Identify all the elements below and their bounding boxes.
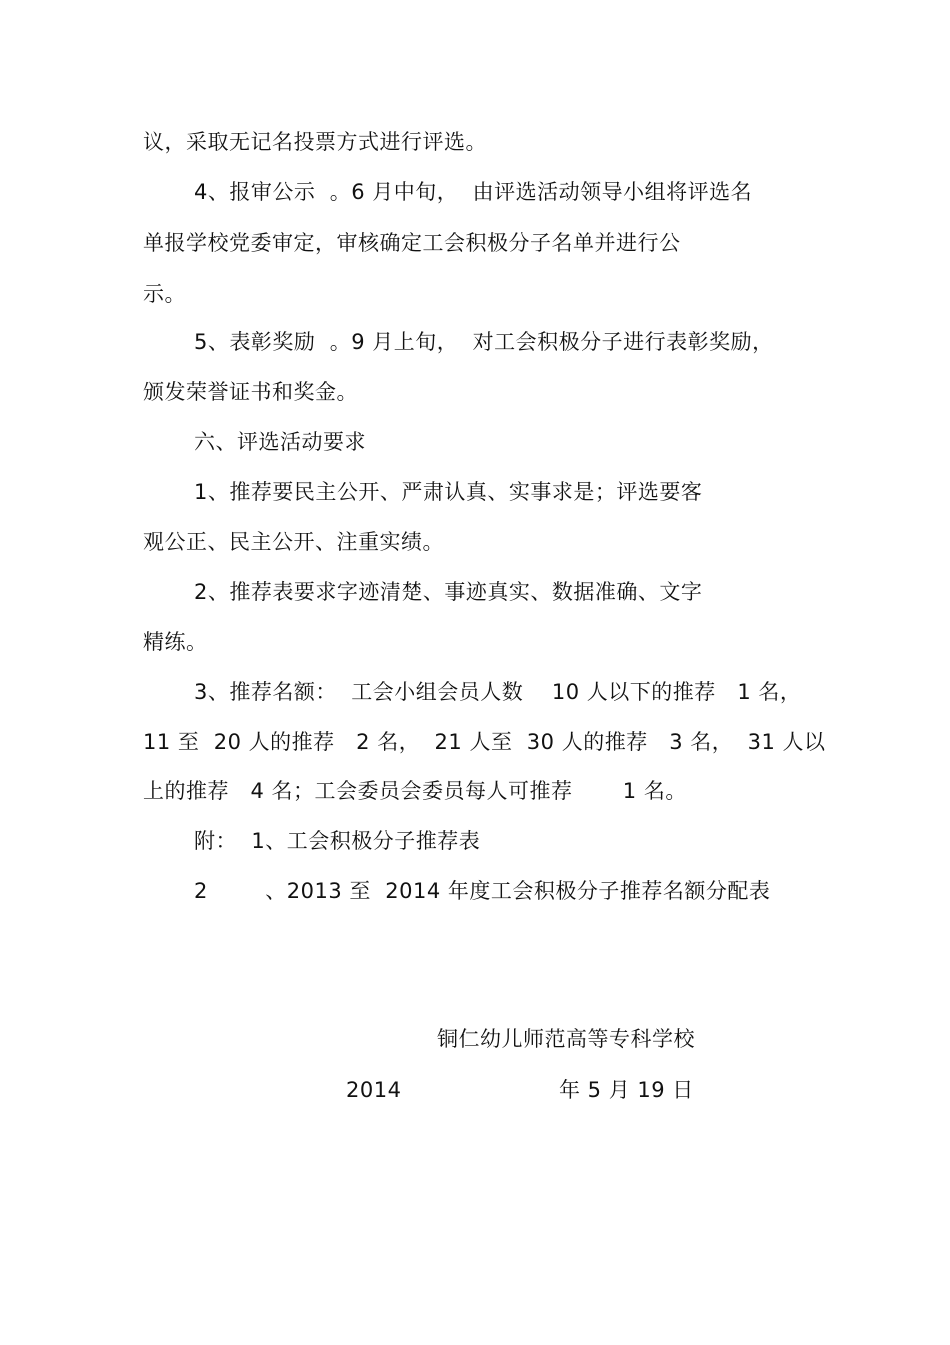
paragraph-line: 1、推荐要民主公开、严肃认真、实事求是；评选要客 <box>194 480 703 504</box>
paragraph-line: 示。 <box>143 282 186 306</box>
paragraph-line: 精练。 <box>143 630 208 654</box>
signature-year: 2014 <box>346 1078 402 1102</box>
paragraph-line: 观公正、民主公开、注重实绩。 <box>143 530 444 554</box>
paragraph-line: 11 至 20 人的推荐 2 名， 21 人至 30 人的推荐 3 名， 31 人以 <box>143 730 826 754</box>
signature-school: 铜仁幼儿师范高等专科学校 <box>437 1027 695 1051</box>
section-heading: 六、评选活动要求 <box>194 430 366 454</box>
paragraph-line: 议，采取无记名投票方式进行评选。 <box>143 130 487 154</box>
signature-date: 年 5 月 19 日 <box>559 1078 694 1102</box>
paragraph-line: 5、表彰奖励 。9 月上旬， 对工会积极分子进行表彰奖励， <box>194 330 774 354</box>
paragraph-line: 颁发荣誉证书和奖金。 <box>143 380 358 404</box>
attachment-line: 2 、2013 至 2014 年度工会积极分子推荐名额分配表 <box>194 879 771 903</box>
paragraph-line: 3、推荐名额： 工会小组会员人数 10 人以下的推荐 1 名， <box>194 680 802 704</box>
paragraph-line: 上的推荐 4 名；工会委员会委员每人可推荐 1 名。 <box>143 779 687 803</box>
attachment-line: 附： 1、工会积极分子推荐表 <box>194 829 481 853</box>
paragraph-line: 4、报审公示 。6 月中旬， 由评选活动领导小组将评选名 <box>194 180 753 204</box>
paragraph-line: 单报学校党委审定，审核确定工会积极分子名单并进行公 <box>143 231 681 255</box>
paragraph-line: 2、推荐表要求字迹清楚、事迹真实、数据准确、文字 <box>194 580 703 604</box>
